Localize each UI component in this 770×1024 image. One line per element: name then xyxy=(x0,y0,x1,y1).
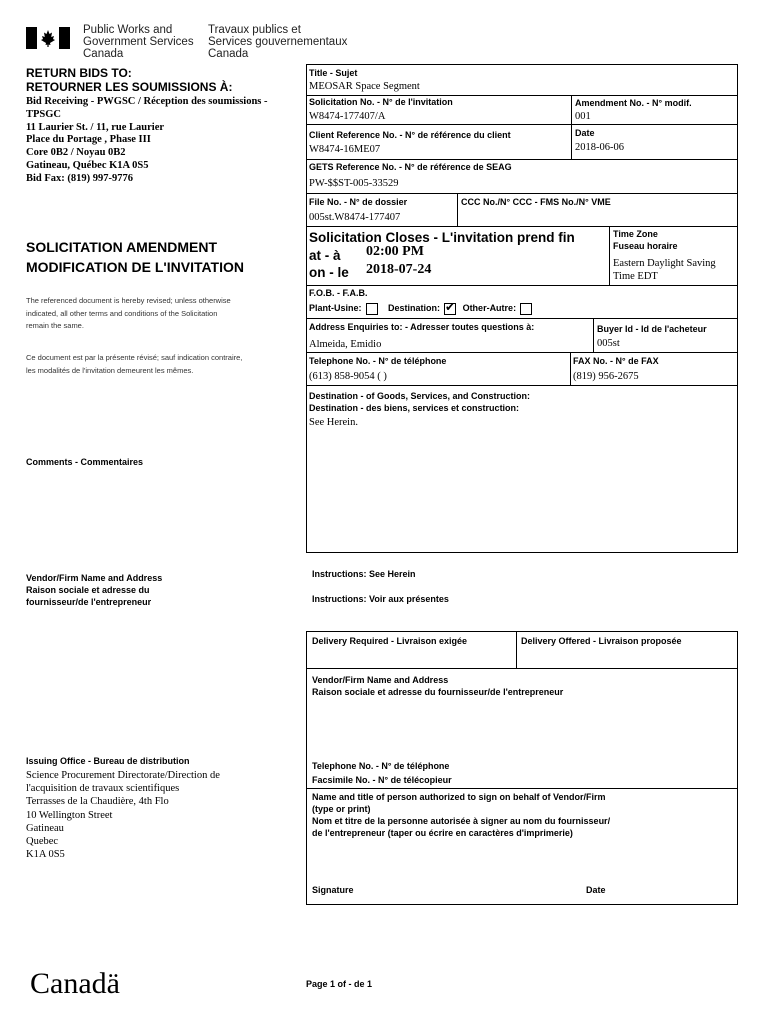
date-value: 2018-06-06 xyxy=(575,142,624,153)
solicitation-closes-label: Solicitation Closes - L'invitation prend fin xyxy=(309,230,575,245)
buyer-id-label: Buyer Id - Id de l'acheteur xyxy=(597,324,707,334)
canada-flag-icon xyxy=(26,27,70,49)
vendor-fax-label: Facsimile No. - N° de télécopieur xyxy=(312,775,452,785)
comments-label: Comments - Commentaires xyxy=(26,457,144,467)
department-name-en: Public Works and Government Services Canada xyxy=(83,24,194,60)
plant-label: Plant-Usine: xyxy=(309,303,362,313)
signature-label: Signature xyxy=(312,885,354,895)
signature-date-label: Date xyxy=(586,885,606,895)
ccc-number-label: CCC No./N° CCC - FMS No./N° VME xyxy=(461,197,611,207)
authorized-person-label: Name and title of person authorized to sign on behalf of Vendor/Firm (type or print) Nom et titre de la personne autorisée à signer au nom du fournisseur/ de l'entrepreneur (taper ou écrire en caractères d'imprimerie) xyxy=(312,792,611,838)
amendment-number-label: Amendment No. - N° modif. xyxy=(575,98,692,108)
vendor-name-label: Vendor/Firm Name and Address Raison sociale et adresse du fournisseur/de l'entrepreneur xyxy=(312,675,564,697)
fob-options xyxy=(309,302,536,315)
vendor-phone-label: Telephone No. - N° de téléphone xyxy=(312,761,450,771)
address-enquiries-value: Almeida, Emidio xyxy=(309,339,382,350)
destination-goods-label: Destination - of Goods, Services, and Construction: Destination - des biens, services et construction: xyxy=(309,391,531,413)
instructions-en: Instructions: See Herein xyxy=(312,569,416,579)
closes-on-value: 2018-07-24 xyxy=(366,262,432,277)
issuing-office-address: Science Procurement Directorate/Direction de l'acquisition de travaux scientifiques Terrasses de la Chaudière, 4th Flo 10 Wellington Street Gatineau Quebec K1A 0S5 xyxy=(26,770,220,861)
title-label: Title - Sujet xyxy=(309,68,358,78)
closes-at-value: 02:00 PM xyxy=(366,244,424,259)
return-bids-address: Bid Receiving - PWGSC / Réception des soumissions - TPSGC 11 Laurier St. / 11, rue Laurier Place du Portage , Phase III Core 0B2 / Noyau 0B2 Gatineau, Québec K1A 0S5 Bid Fax: (819) 997-9776 xyxy=(26,96,268,184)
issuing-office-label: Issuing Office - Bureau de distribution xyxy=(26,756,190,766)
time-zone-value: Eastern Daylight Saving Time EDT xyxy=(613,258,716,282)
fob-label: F.O.B. - F.A.B. xyxy=(309,288,368,298)
amendment-text-en: The referenced document is hereby revised; unless otherwise indicated, all other terms and conditions of the Solicitation remain the same. xyxy=(26,296,231,330)
time-zone-label: Time Zone Fuseau horaire xyxy=(613,229,678,251)
fax-value: (819) 956-2675 xyxy=(573,371,639,382)
destination-label: Destination: xyxy=(388,303,441,313)
destination-checkbox[interactable] xyxy=(444,303,456,315)
destination-goods-value: See Herein. xyxy=(309,417,358,428)
delivery-offered-label: Delivery Offered - Livraison proposée xyxy=(521,636,682,646)
file-number-value: 005st.W8474-177407 xyxy=(309,212,401,223)
canada-wordmark: Canadä xyxy=(30,967,120,1000)
instructions-fr: Instructions: Voir aux présentes xyxy=(312,594,449,604)
return-bids-title: RETURN BIDS TO: RETOURNER LES SOUMISSIONS À: xyxy=(26,66,233,94)
other-label: Other-Autre: xyxy=(462,303,517,313)
closes-at-label: at - à xyxy=(309,248,341,263)
vendor-firm-label: Vendor/Firm Name and Address Raison sociale et adresse du fournisseur/de l'entrepreneur xyxy=(26,573,163,607)
date-label: Date xyxy=(575,128,595,138)
file-number-label: File No. - N° de dossier xyxy=(309,197,408,207)
amendment-number-value: 001 xyxy=(575,111,591,122)
buyer-id-value: 005st xyxy=(597,338,620,349)
gets-reference-label: GETS Reference No. - N° de référence de SEAG xyxy=(309,162,512,172)
amendment-text-fr: Ce document est par la présente révisé; sauf indication contraire, les modalités de l'invitation demeurent les mêmes. xyxy=(26,353,243,375)
client-reference-value: W8474-16ME07 xyxy=(309,144,381,155)
solicitation-number-value: W8474-177407/A xyxy=(309,111,386,122)
telephone-label: Telephone No. - N° de téléphone xyxy=(309,356,447,366)
telephone-value: (613) 858-9054 ( ) xyxy=(309,371,387,382)
title-value: MEOSAR Space Segment xyxy=(309,81,420,92)
page-number: Page 1 of - de 1 xyxy=(306,979,373,989)
plant-checkbox[interactable] xyxy=(366,303,378,315)
solicitation-number-label: Solicitation No. - N° de l'invitation xyxy=(309,97,453,107)
delivery-required-label: Delivery Required - Livraison exigée xyxy=(312,636,468,646)
amendment-title: SOLICITATION AMENDMENT MODIFICATION DE L'INVITATION xyxy=(26,239,244,275)
closes-on-label: on - le xyxy=(309,265,349,280)
department-name-fr: Travaux publics et Services gouvernementaux Canada xyxy=(208,24,348,60)
other-checkbox[interactable] xyxy=(520,303,532,315)
client-reference-label: Client Reference No. - N° de référence du client xyxy=(309,130,511,140)
address-enquiries-label: Address Enquiries to: - Adresser toutes questions à: xyxy=(309,322,535,332)
gets-reference-value: PW-$$ST-005-33529 xyxy=(309,178,399,189)
fax-label: FAX No. - N° de FAX xyxy=(573,356,659,366)
